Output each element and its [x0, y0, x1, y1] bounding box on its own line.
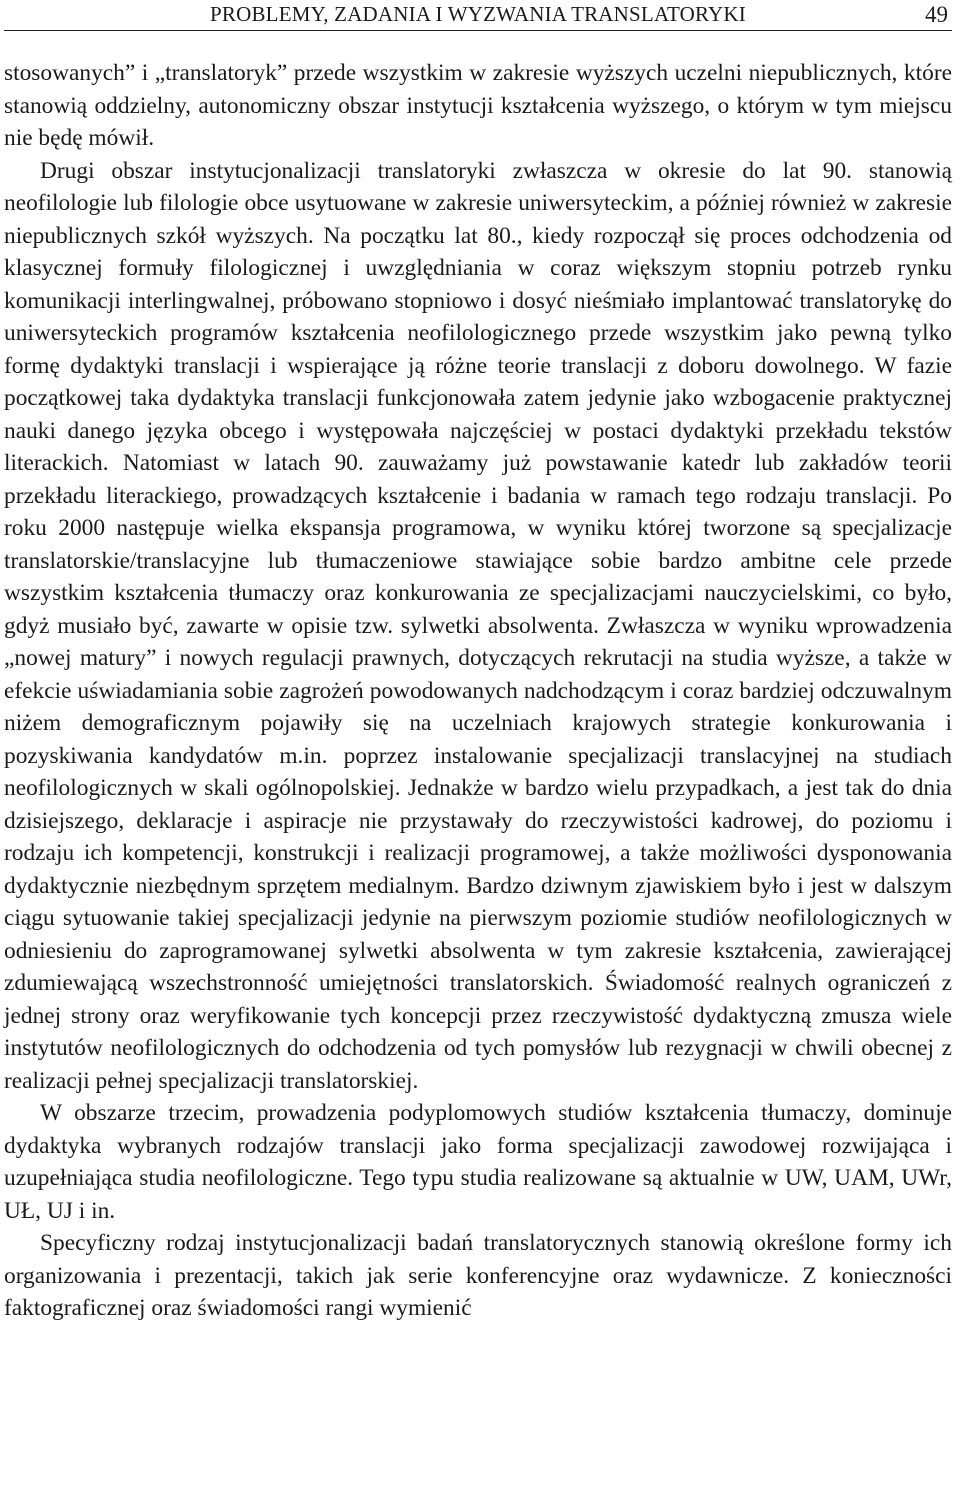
paragraph-specific-forms: Specyficzny rodzaj instytucjonalizacji badań translatorycznych stanowią określone formy ich organizowania i prezentacji, takich jak serie konferencyjne oraz wydawnicze. Z konieczności faktograficznej oraz świadomości rangi wymienić: [4, 1230, 952, 1321]
running-header-title: PROBLEMY, ZADANIA I WYZWANIA TRANSLATORYKI: [210, 2, 746, 26]
body-text: [4, 57, 952, 1325]
paragraph-second-area: Drugi obszar instytucjonalizacji translatoryki zwłaszcza w okresie do lat 90. stanowią neofilologie lub filologie obce usytuowane w zakresie uniwersyteckim, a później również w zakresie niepublicznych szkół wyższych. Na początku lat 80., kiedy rozpoczął się proces odchodzenia od klasycznej formuły filologicznej i uwzględniania w coraz większym stopniu potrzeb rynku komunikacji interlingwalnej, próbowano stopniowo i dosyć nieśmiało implantować translatorykę do uniwersyteckich programów kształcenia neofilologicznego przede wszystkim jako pewną tylko formę dydaktyki translacji i wspierające ją różne teorie translacji z doboru dowolnego. W fazie początkowej taka dydaktyka translacji funkcjonowała zatem jedynie jako wzbogacenie praktycznej nauki danego języka obcego i występowała najczęściej w postaci dydaktyki przekładu tekstów literackich. Natomiast w latach 90. zauważamy już powstawanie katedr lub zakładów teorii przekładu literackiego, prowadzących kształcenie i badania w ramach tego rodzaju translacji. Po roku 2000 następuje wielka ekspansja programowa, w wyniku której tworzone są specjalizacje translatorskie/translacyjne lub tłumaczeniowe stawiające sobie bardzo ambitne cele przede wszystkim kształcenia tłumaczy oraz konkurowania ze specjalizacjami nauczycielskimi, co było, gdyż musiało być, zawarte w opisie tzw. sylwetki absolwenta. Zwłaszcza w wyniku wprowadzenia „nowej matury” i nowych regulacji prawnych, dotyczących rekrutacji na studia wyższe, a także w efekcie uświadamiania sobie zagrożeń powodowanych nadchodzącym i coraz bardziej odczuwalnym niżem demograficznym pojawiły się na uczelniach krajowych strategie konkurowania i pozyskiwania kandydatów m.in. poprzez instalowanie specjalizacji translacyjnej na studiach neofilologicznych w skali ogólnopolskiej. Jednakże w bardzo wielu przypadkach, a jest tak do dnia dzisiejszego, deklaracje i aspiracje nie przystawały do rzeczywistości kadrowej, do poziomu i rodzaju ich kompetencji, konstrukcji i realizacji programowej, a także możliwości dysponowania dydaktycznie niezbędnym sprzętem medialnym. Bardzo dziwnym zjawiskiem było i jest w dalszym ciągu sytuowanie takiej specjalizacji jedynie na pierwszym poziomie studiów neofilologicznych w odniesieniu do zaprogramowanej sylwetki absolwenta w tym zakresie kształcenia, zawierającej zdumiewającą wszechstronność umiejętności translatorskich. Świadomość realnych ograniczeń z jednej strony oraz weryfikowanie tych koncepcji przez rzeczywistość dydaktyczną zmusza wiele instytutów neofilologicznych do odchodzenia od tych pomysłów lub rezygnacji w chwili obecnej z realizacji pełnej specjalizacji translatorskiej.: [4, 157, 952, 1094]
page-number: 49: [925, 2, 948, 27]
paragraph-third-area: W obszarze trzecim, prowadzenia podyplomowych studiów kształcenia tłumaczy, dominuje dydaktyka wybranych rodzajów translacji jako forma specjalizacji zawodowej rozwijająca i uzupełniająca studia neofilologiczne. Tego typu studia realizowane są aktualnie w UW, UAM, UWr, UŁ, UJ i in.: [4, 1100, 952, 1224]
running-header: [4, 0, 952, 31]
paragraph-continuation: stosowanych” i „translatoryk” przede wszystkim w zakresie wyższych uczelni niepublicznych, które stanowią oddzielny, autonomiczny obszar instytucji kształcenia wyższego, o którym w tym miejscu nie będę mówił.: [4, 60, 952, 151]
